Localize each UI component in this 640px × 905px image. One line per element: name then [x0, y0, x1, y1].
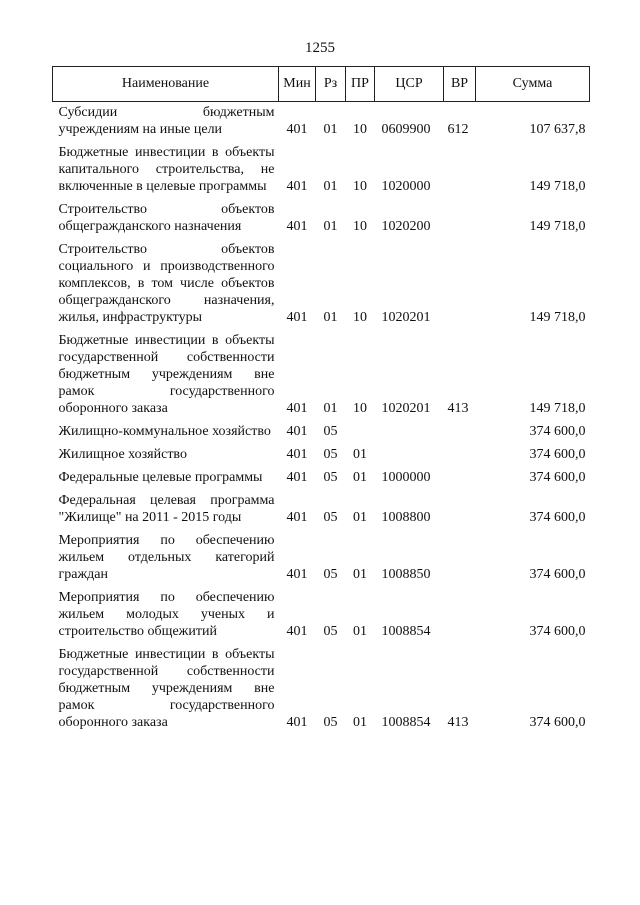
row-sum: 149 718,0 — [529, 219, 586, 234]
row-vr — [444, 421, 476, 444]
row-name: Жилищно-коммунальное хозяйство — [58, 424, 271, 439]
row-pr: 01 — [353, 567, 367, 582]
row-csr: 1008850 — [381, 567, 431, 582]
row-pr — [346, 421, 375, 444]
table-row — [53, 444, 590, 467]
row-rz: 01 — [323, 310, 338, 325]
budget-table — [52, 66, 590, 735]
row-rz: 01 — [323, 219, 338, 234]
row-name: Строительство объектов общегражданского назначения — [58, 202, 275, 234]
row-min: 401 — [286, 219, 308, 234]
row-vr — [444, 239, 476, 330]
row-min: 401 — [286, 310, 308, 325]
table-header-row — [53, 67, 590, 102]
header-sum: Сумма — [476, 67, 590, 102]
row-pr: 10 — [353, 310, 367, 325]
row-rz: 05 — [323, 567, 338, 582]
header-csr: ЦСР — [375, 67, 444, 102]
row-sum: 374 600,0 — [529, 624, 586, 639]
row-vr — [444, 587, 476, 644]
row-pr: 01 — [353, 715, 367, 730]
row-rz: 01 — [323, 401, 338, 416]
row-min: 401 — [286, 424, 308, 439]
row-min: 401 — [286, 567, 308, 582]
row-pr: 01 — [353, 470, 367, 485]
table-row — [53, 330, 590, 421]
row-vr: 413 — [447, 715, 469, 730]
row-name: Строительство объектов социального и производственного комплексов, в том числе объектов общегражданского назначения, жилья, инфраструктуры — [58, 242, 275, 325]
header-vr: ВР — [444, 67, 476, 102]
row-name: Бюджетные инвестиции в объекты государственной собственности бюджетным учреждениям вне рамок государственного оборонного заказа — [58, 333, 275, 416]
row-sum: 374 600,0 — [529, 424, 586, 439]
table-row — [53, 467, 590, 490]
row-pr: 10 — [353, 401, 367, 416]
table-row — [53, 587, 590, 644]
row-name: Мероприятия по обеспечению жильем отдельных категорий граждан — [58, 533, 275, 582]
row-min: 401 — [286, 179, 308, 194]
row-vr — [444, 530, 476, 587]
row-vr: 413 — [447, 401, 469, 416]
row-pr: 01 — [353, 447, 367, 462]
page-number: 1255 — [305, 40, 335, 56]
row-vr — [444, 467, 476, 490]
row-name: Федеральная целевая программа "Жилище" на 2011 - 2015 годы — [58, 493, 275, 525]
row-csr: 1008800 — [381, 510, 431, 525]
row-vr — [444, 142, 476, 199]
row-pr: 10 — [353, 219, 367, 234]
row-csr: 1020000 — [381, 179, 431, 194]
row-vr — [444, 199, 476, 239]
header-name: Наименование — [53, 67, 279, 102]
table-row — [53, 530, 590, 587]
row-csr: 1008854 — [381, 624, 431, 639]
row-rz: 05 — [323, 510, 338, 525]
header-min: Мин — [279, 67, 316, 102]
row-csr: 0609900 — [381, 122, 431, 137]
row-name: Мероприятия по обеспечению жильем молодых ученых и строительство общежитий — [58, 590, 275, 639]
row-sum: 149 718,0 — [529, 310, 586, 325]
row-name: Жилищное хозяйство — [58, 447, 187, 462]
row-rz: 01 — [323, 122, 338, 137]
table-row — [53, 644, 590, 735]
table-row — [53, 142, 590, 199]
row-rz: 05 — [323, 715, 338, 730]
table-row — [53, 490, 590, 530]
row-sum: 107 637,8 — [529, 122, 586, 137]
row-min: 401 — [286, 401, 308, 416]
header-rz: Рз — [316, 67, 346, 102]
row-rz: 05 — [323, 447, 338, 462]
row-min: 401 — [286, 122, 308, 137]
table-row — [53, 421, 590, 444]
row-csr: 1008854 — [381, 715, 431, 730]
row-sum: 374 600,0 — [529, 510, 586, 525]
row-min: 401 — [286, 715, 308, 730]
row-csr — [375, 444, 444, 467]
row-sum: 374 600,0 — [529, 567, 586, 582]
row-sum: 374 600,0 — [529, 470, 586, 485]
row-min: 401 — [286, 470, 308, 485]
row-vr — [444, 444, 476, 467]
row-vr: 612 — [447, 122, 469, 137]
table-row — [53, 239, 590, 330]
row-csr — [375, 421, 444, 444]
row-pr: 10 — [353, 122, 367, 137]
row-name: Бюджетные инвестиции в объекты государственной собственности бюджетным учреждениям вне рамок государственного оборонного заказа — [58, 647, 275, 730]
table-row — [53, 102, 590, 143]
row-min: 401 — [286, 447, 308, 462]
table-row — [53, 199, 590, 239]
row-csr: 1020200 — [381, 219, 431, 234]
row-csr: 1020201 — [381, 401, 431, 416]
row-pr: 01 — [353, 624, 367, 639]
row-name: Федеральные целевые программы — [58, 470, 263, 485]
row-rz: 01 — [323, 179, 338, 194]
row-pr: 10 — [353, 179, 367, 194]
row-sum: 149 718,0 — [529, 179, 586, 194]
row-pr: 01 — [353, 510, 367, 525]
row-rz: 05 — [323, 624, 338, 639]
row-name: Бюджетные инвестиции в объекты капитального строительства, не включенные в целевые программы — [58, 145, 275, 194]
header-pr: ПР — [346, 67, 375, 102]
row-min: 401 — [286, 510, 308, 525]
row-vr — [444, 490, 476, 530]
row-sum: 374 600,0 — [529, 715, 586, 730]
row-sum: 374 600,0 — [529, 447, 586, 462]
row-sum: 149 718,0 — [529, 401, 586, 416]
row-min: 401 — [286, 624, 308, 639]
row-rz: 05 — [323, 424, 338, 439]
row-csr: 1000000 — [381, 470, 431, 485]
row-rz: 05 — [323, 470, 338, 485]
row-name: Субсидии бюджетным учреждениям на иные цели — [58, 105, 275, 137]
row-csr: 1020201 — [381, 310, 431, 325]
